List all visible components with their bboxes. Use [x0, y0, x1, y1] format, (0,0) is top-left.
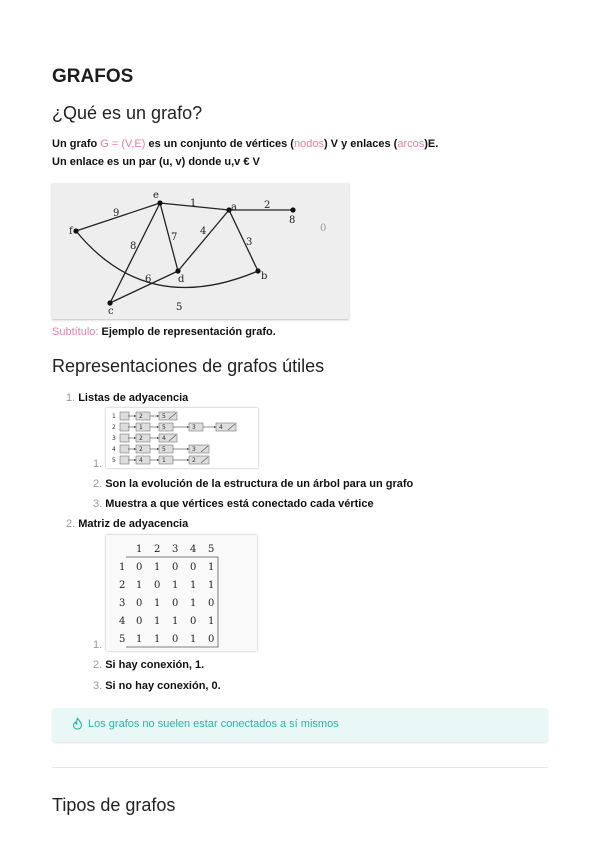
svg-text:1: 1 — [112, 413, 116, 420]
adjacency-row — [112, 423, 236, 431]
matrix-row — [119, 598, 214, 609]
svg-text:0: 0 — [136, 598, 143, 609]
svg-text:1: 1 — [136, 544, 143, 555]
svg-text:0: 0 — [172, 598, 179, 609]
svg-text:0: 0 — [136, 616, 143, 627]
svg-text:5: 5 — [208, 544, 215, 555]
svg-text:0: 0 — [172, 634, 179, 645]
flame-icon — [72, 717, 83, 733]
svg-text:1: 1 — [154, 616, 161, 627]
adjacency-matrix-image — [106, 535, 257, 651]
list-item: 3. Si no hay conexión, 0. — [93, 680, 221, 692]
edge-label: 5 — [176, 302, 183, 313]
svg-text:1: 1 — [136, 580, 143, 591]
svg-text:1: 1 — [154, 634, 161, 645]
node-label: 8 — [289, 215, 296, 226]
list-item: 3. Muestra a que vértices está conectado cada vértice — [93, 498, 374, 510]
node-label: f — [69, 226, 73, 237]
svg-text:2: 2 — [139, 413, 143, 420]
nodos-term: nodos — [293, 138, 324, 150]
page-title: GRAFOS — [52, 66, 134, 87]
node-label: e — [153, 190, 159, 201]
edge-definition: Un enlace es un par (u, v) donde u,v € V — [52, 156, 260, 168]
adjacency-row — [112, 445, 209, 453]
matrix-row — [119, 562, 214, 573]
svg-text:3: 3 — [112, 435, 116, 442]
node-label: a — [231, 202, 237, 213]
svg-text:3: 3 — [172, 544, 179, 555]
list-item-matriz: 2. Matriz de adyacencia — [66, 518, 189, 530]
svg-text:5: 5 — [112, 457, 116, 464]
svg-text:0: 0 — [172, 562, 179, 573]
svg-text:3: 3 — [119, 598, 126, 609]
svg-text:2: 2 — [139, 435, 143, 442]
svg-text:4: 4 — [219, 424, 223, 431]
matrix-row — [119, 634, 214, 645]
adjacency-row — [112, 434, 177, 442]
divider — [52, 767, 548, 768]
edge-label: 2 — [264, 200, 271, 211]
callout-text: Los grafos no suelen estar conectados a sí mismos — [88, 718, 339, 730]
svg-text:5: 5 — [162, 413, 166, 420]
svg-text:3: 3 — [192, 446, 196, 453]
svg-text:2: 2 — [139, 446, 143, 453]
svg-text:4: 4 — [162, 435, 166, 442]
node-label: c — [108, 306, 114, 317]
node-label: d — [178, 274, 185, 285]
list-item: 2. Son la evolución de la estructura de un árbol para un grafo — [93, 478, 414, 490]
svg-text:1: 1 — [190, 598, 197, 609]
svg-text:1: 1 — [172, 580, 179, 591]
edge-label: 4 — [200, 226, 207, 237]
edge-label: 7 — [171, 232, 178, 243]
svg-text:1: 1 — [154, 562, 161, 573]
caption-label: Subtítulo: — [52, 326, 99, 338]
svg-text:4: 4 — [139, 457, 143, 464]
edge-label: 6 — [145, 274, 152, 285]
svg-text:1: 1 — [139, 424, 143, 431]
svg-text:0: 0 — [208, 634, 215, 645]
adjacency-row — [112, 412, 177, 420]
svg-text:0: 0 — [154, 580, 161, 591]
edge-label: 1 — [190, 198, 197, 209]
formula-text: G = (V,E) — [100, 138, 146, 150]
edge-label: 3 — [246, 237, 253, 248]
heading-tipos-de-grafos: Tipos de grafos — [52, 795, 176, 815]
svg-text:4: 4 — [119, 616, 126, 627]
definition-paragraph: Un grafo G = (V,E) es un conjunto de vértices (nodos) V y enlaces (arcos)E. — [52, 138, 439, 150]
svg-text:1: 1 — [154, 598, 161, 609]
svg-text:1: 1 — [136, 634, 143, 645]
svg-text:4: 4 — [112, 446, 116, 453]
matrix-row — [119, 580, 214, 591]
edge-label: 9 — [113, 208, 120, 219]
adjacency-row — [112, 456, 209, 464]
svg-text:0: 0 — [190, 616, 197, 627]
svg-text:1: 1 — [190, 580, 197, 591]
caption-text: Ejemplo de representación grafo. — [98, 326, 276, 338]
callout-box — [52, 708, 548, 742]
svg-text:3: 3 — [192, 424, 196, 431]
svg-text:5: 5 — [119, 634, 126, 645]
svg-text:0: 0 — [208, 598, 215, 609]
svg-text:1: 1 — [208, 580, 215, 591]
svg-text:1: 1 — [172, 616, 179, 627]
node-label: b — [261, 271, 268, 282]
figure-caption — [52, 326, 276, 338]
svg-text:2: 2 — [192, 457, 196, 464]
svg-text:5: 5 — [162, 446, 166, 453]
matrix-row — [119, 616, 214, 627]
list-item: 1. — [93, 639, 103, 651]
list-item-listas: 1. Listas de adyacencia — [66, 392, 189, 404]
svg-text:1: 1 — [208, 562, 215, 573]
svg-text:1: 1 — [190, 634, 197, 645]
heading-representaciones: Representaciones de grafos útiles — [52, 356, 325, 376]
svg-text:2: 2 — [154, 544, 161, 555]
svg-text:1: 1 — [162, 457, 166, 464]
arcos-term: arcos — [397, 138, 425, 150]
svg-text:4: 4 — [190, 544, 197, 555]
graph-example-image — [52, 183, 349, 319]
svg-text:2: 2 — [119, 580, 126, 591]
svg-text:1: 1 — [119, 562, 126, 573]
svg-text:0: 0 — [190, 562, 197, 573]
svg-text:5: 5 — [162, 424, 166, 431]
list-item: 2. Si hay conexión, 1. — [93, 659, 205, 671]
node-label: 0 — [320, 223, 327, 234]
svg-text:2: 2 — [112, 424, 116, 431]
adjacency-list-image — [106, 408, 258, 468]
edge-label: 8 — [130, 241, 137, 252]
list-item: 1. — [93, 458, 103, 470]
graph-drawing — [52, 183, 349, 319]
matrix-header — [136, 544, 214, 555]
svg-text:1: 1 — [208, 616, 215, 627]
svg-text:0: 0 — [136, 562, 143, 573]
heading-que-es-un-grafo: ¿Qué es un grafo? — [52, 103, 203, 123]
